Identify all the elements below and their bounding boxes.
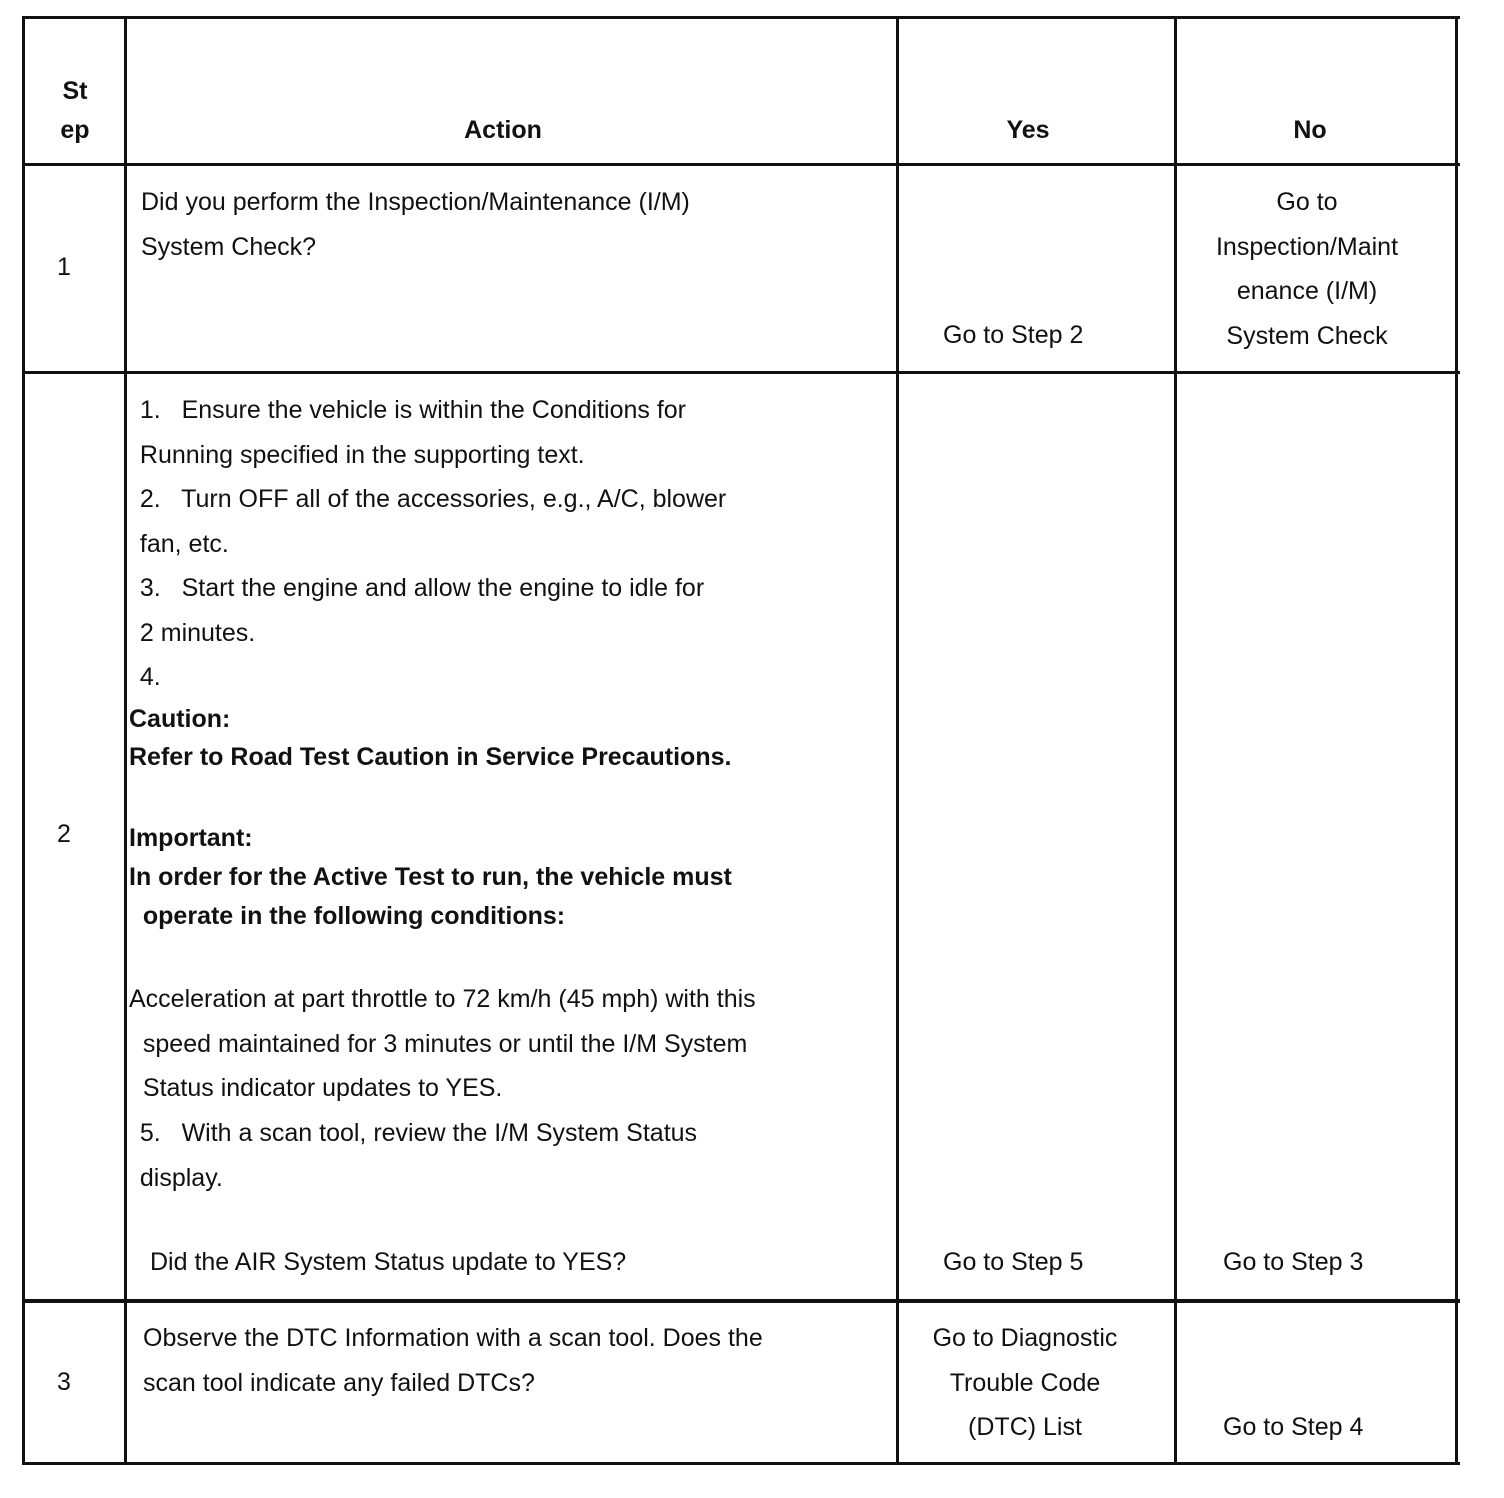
header-action: Action	[464, 116, 542, 144]
column-divider-action	[896, 16, 899, 1465]
row2-step: 2	[57, 820, 71, 848]
column-divider-step	[124, 16, 127, 1465]
row2-item-1: 1. Ensure the vehicle is within the Conditions for Running specified in the supporting text.	[139, 396, 687, 469]
header-step: St ep	[60, 77, 90, 144]
row1-no: Go to Inspection/Maint enance (I/M) System Check	[1215, 188, 1399, 350]
row2-no: Go to Step 3	[1223, 1248, 1364, 1276]
table-border-left	[22, 16, 25, 1465]
table-border-bottom	[22, 1462, 1460, 1465]
row2-item-3: 3. Start the engine and allow the engine to idle for 2 minutes.	[139, 574, 705, 647]
row3-no: Go to Step 4	[1223, 1413, 1364, 1441]
row1-yes: Go to Step 2	[943, 321, 1084, 349]
table-border-top	[22, 16, 1460, 19]
row2-question: Did the AIR System Status update to YES?	[150, 1248, 627, 1276]
row-divider-2	[22, 1299, 1460, 1303]
row3-action: Observe the DTC Information with a scan tool. Does the scan tool indicate any failed DTCs?	[143, 1324, 763, 1397]
table-border-right	[1455, 16, 1458, 1465]
caution-text: Refer to Road Test Caution in Service Precautions.	[129, 743, 732, 771]
row3-step: 3	[57, 1368, 71, 1396]
header-no: No	[1293, 116, 1327, 144]
caution-label: Caution:	[129, 705, 231, 733]
row3-yes: Go to Diagnostic Trouble Code (DTC) List	[932, 1324, 1118, 1441]
header-divider	[22, 163, 1460, 166]
important-text: In order for the Active Test to run, the vehicle must operate in the following conditions:	[129, 863, 732, 930]
row-divider-1	[22, 371, 1460, 374]
row2-item-5: 5. With a scan tool, review the I/M System Status display.	[139, 1119, 698, 1192]
row1-action: Did you perform the Inspection/Maintenance (I/M) System Check?	[141, 188, 690, 261]
row2-item-4: 4.	[126, 663, 161, 691]
row2-yes: Go to Step 5	[943, 1248, 1084, 1276]
row2-item-2: 2. Turn OFF all of the accessories, e.g., A/C, blower fan, etc.	[139, 485, 727, 558]
header-yes: Yes	[1006, 116, 1050, 144]
important-label: Important:	[129, 824, 253, 852]
condition-text: Acceleration at part throttle to 72 km/h (45 mph) with this speed maintained for 3 minutes or until the I/M System Status indicator updates to YES.	[129, 985, 756, 1102]
row1-step: 1	[57, 253, 71, 281]
